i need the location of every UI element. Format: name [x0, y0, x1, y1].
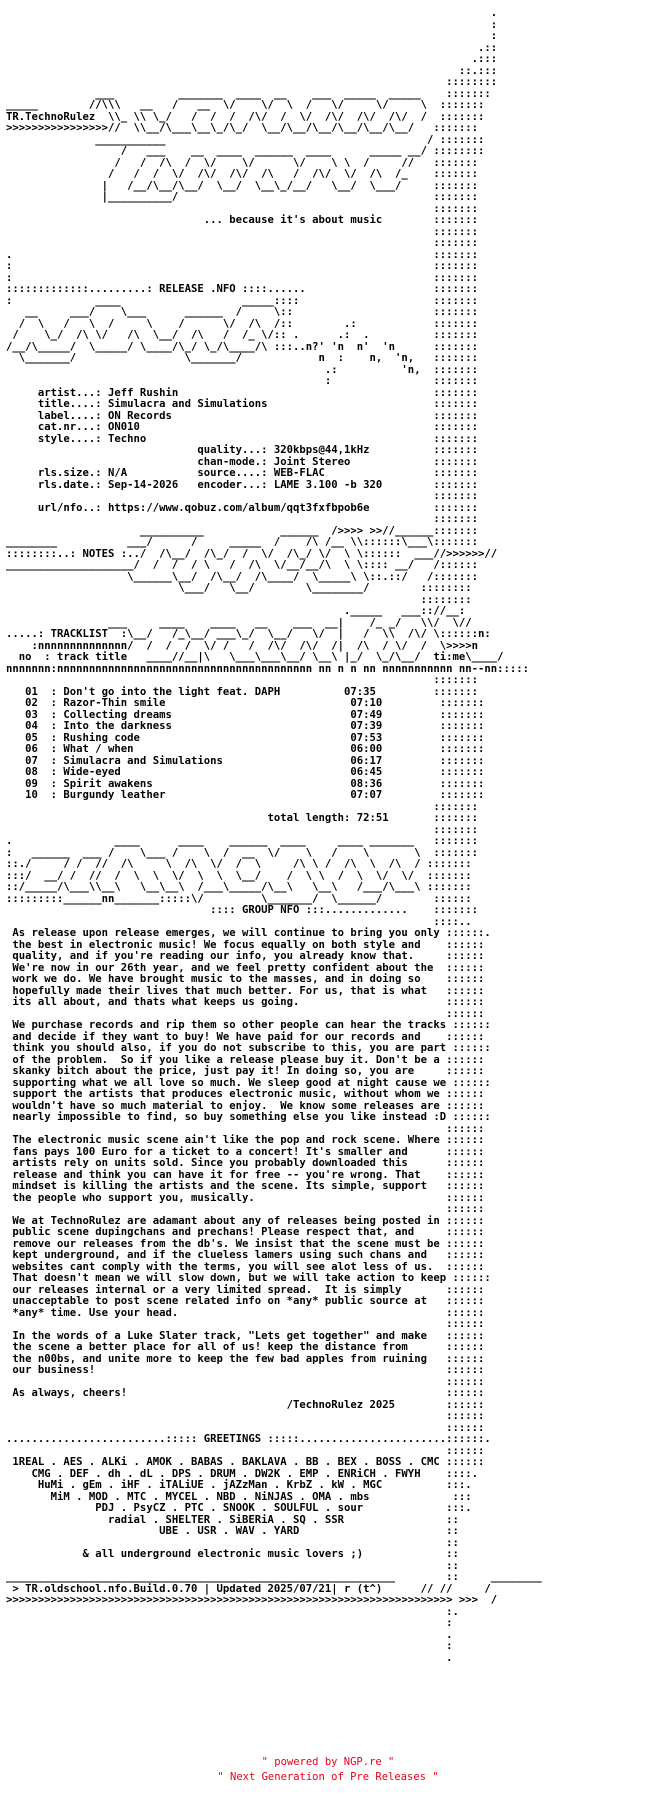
nfo-text: . : : .:: .::: ::.::: :::::::: ___ _______ ____ __ ___ _____ _____ ::::::: _____ //\\\ __ / __ \/ \/ \ / \/ \/ \ ::::::: TR.TechnoRulez \\_ \\ \_/ / / / /\/ / \/ /\/ /\/ /\/ / ::::::: >>>>>>>>>>>>>>>>// \\__/\___\__\_/\_/ \__/\__/\__/\__/\__/\__/ ::::::: ___________ / ::::::: / ___ __ ____ ______ ____ _____ __/ :::::::: / / /\ / \/ \/ \/ \ \ / // ::::::: / / / \/ /\/ /\/ /\ / /\/ \/ /\ /_ ::::::: | /__/\__/\__/ \__/ \__\_/__/ \__/ \___/ ::::::: |__________/ ::::::: ::::::: ... because it's about music ::::::: ::::::: ::::::: . ::::::: : ::::::: : ::::::: :::::::::::::.........: RELEASE .NFO ::::...... ::::::: : ____ _____:::: ::::::: __ ___/ \___ ______ / \:: ::::::: / \ / \ / \ / \/ /\ /:: .: ::::::: / \_/ /\ \/ /\ \__/ /\ / /_ \/:: . .: . ::::::: /__/\_____/ \_____/ \____/\_/ \_/\____/\ :::..n?' 'n n' 'n ::::::: \_______/ \_______/ n : n, 'n, ::::::: .: 'n, ::::::: : ::::::: artist...: Jeff Rushin ::::::: title....: Simulacra and Simulations ::::::: label....: ON Records ::::::: cat.nr...: ON010 ::::::: style....: Techno ::::::: quality...: 320kbps@44,1kHz ::::::: chan-mode.: Joint Stereo ::::::: rls.size.: N/A source....: WEB-FLAC ::::::: rls.date.: Sep-14-2026 encoder...: LAME 3.100 -b 320 ::::::: ::::::: url/nfo..: https://www.qobuz.com/album/qqt3fxfbpob6e ::::::: ::::::: __________ ______ />>>> >>//______::::::: ________ ___/ / _____ / /\ /__ \\::::::\___\::::::: ::::::::..: NOTES :../ /\__/ /\_/ / \/ /\_/ \/ \ \:::::: ___//>>>>>>// ____________________/ / / / \ / /\ \/__/__/\ \ \:::: __/ /:::::: \______\__/ /\__/ /\____/ \_____\ \::.::/ /::::::: \___/ \__/ \________/ :::::::: :::::::: ._____ ___:://__: ___ ____ ____ __ ___ __| /_ _/ \\/ \// .....: TRACKLIST :\__/ /_\__/ ___\_/ \__/ \/ | / \\ /\/ \::::::n: :nnnnnnnnnnnnnn/ / / / \/ / / /\/ /\/ /| /\ / \/ / \>>>>n no : track title ____//__|\ \___\___\__/ \__\ |_/ \_/\__/ ti:me\____/ nnnnnnn:nnnnnnnnnnnnnnnnnnnnnnnnnnnnnnnnnnnnnnnn nn n n nn nnnnnnnnnnn nn--nn::::: ::::::: 01 : Don't go into the light feat. DAPH 07:35 ::::::: 02 : Razor-Thin smile 07:10 ::::::: 03 : Collecting dreams 07:49 ::::::: 04 : Into the darkness 07:39 ::::::: 05 : Rushing code 07:53 ::::::: 06 : What / when 06:00 ::::::: 07 : Simulacra and Simulations 06:17 ::::::: 08 : Wide-eyed 06:45 ::::::: 09 : Spirit awakens 08:36 ::::::: 10 : Burgundy leather 07:07 ::::::: ::::::: total length: 72:51 ::::::: ::::::: . ____ ____ ______ ____ ____ _______ ::::::: : ______ ___ / \___ / \ / __ \/ \ / \ \ ::::::: ::./ / / // /\ \ /\ \/ / \ /\ \ / /\ \ /\ / ::::::: :::/ __/ / // / \ \ \/ \ \ \__/ / \ \ / \ \/ \/ ::::::: ::/_____/\___\\__\ \__\__\ /___\_____/\__\ \__\ /___/\___\ ::::::: :::::::::______nn_______:::::\/ \_______/ \______/ :::::: :::: GROUP NFO :::............. ::::::: ::::.. As release upon release emerges, we will continue to bring you only ::::::. the best in electronic music! We focus equally on both style and :::::: quality, and if you're reading our info, you already know that. :::::: We're now in our 26th year, and we feel pretty confident about the :::::: work we do. We have brought music to the masses, and in doing so :::::: hopefully made their lives that much better. For us, that is what :::::: its all about, and thats what keeps us going. :::::: :::::: We purchase records and rip them so other people can hear the tracks :::::: and decide if they want to buy! We have paid for our records and :::::: think you should also, if you do not subscribe to this, you are part :::::: of the problem. So if you like a release please buy it. Don't be a :::::: skanky bitch about the price, just pay it! In doing so, you are :::::: supporting what we all love so much. We sleep good at night cause we :::::: support the artists that produces electronic music, without whom we :::::: wouldn't have so much material to enjoy. We know some releases are :::::: nearly impossible to find, so buy something else you like instead :D :::::: :::::: The electronic music scene ain't like the pop and rock scene. Where :::::: fans pays 100 Euro for a ticket to a concert! It's smaller and :::::: artists rely on units sold. Since you probably downloaded this :::::: release and think you can have it for free -- you're wrong. That :::::: mindset is killing the artists and the scene. Its simple, support :::::: the people who support you, musically. :::::: :::::: We at TechnoRulez are adamant about any of releases being posted in :::::: public scene dupingchans and prechans! Please respect that, and :::::: remove our releases from the db's. We insist that the scene must be :::::: kept underground, and if the clueless lamers using such chans and :::::: websites cant comply with the terms, you will see alot less of us. :::::: That doesn't mean we will slow down, but we will take action to keep :::::: our releases internal or a very limited spread. It is simply :::::: unacceptable to post scene related info on *any* public source at :::::: *any* time. Use your head. :::::: :::::: In the words of a Luke Slater track, "Lets get together" and make :::::: the scene a better place for all of us! keep the distance from :::::: the n00bs, and unite more to keep the few bad apples from ruining :::::: our business! :::::: :::::: As always, cheers! :::::: /TechnoRulez 2025 :::::: :::::: :::::: .........................::::: GREETINGS :::::.......................::::::. :::::: 1REAL . AES . ALKi . AMOK . BABAS . BAKLAVA . BB . BEX . BOSS . CMC :::::: CMG . DEF . dh . dL . DPS . DRUM . DW2K . EMP . ENRiCH . FWYH ::::. HuMi . gEm . iHF . iTALiUE . jAZzMan . KrbZ . kW . MGC :::. MiM . MOD . MTC . MYCEL . NBD . NiNJAS . OMA . mbs ::: PDJ . PsyCZ . PTC . SNOOK . SOULFUL . sour :::. radial . SHELTER . SiBERiA . SQ . SSR :: UBE . USR . WAV . YARD :: :: & all underground electronic music lovers ;) :: :: _____________________________________________________________ :: ________ > TR.oldschool.nfo.Build.0.70 | Updated 2025/07/21| r (t^) // // / >>>>>>>>>>>>>>>>>>>>>>>>>>>>>>>>>>>>>>>>>>>>>>>>>>>>>>>>>>>>>>>>>>>>>> >>> / :. : . : . — [6, 7, 542, 1664]
footer-tagline: " Next Generation of Pre Releases " — [217, 1771, 439, 1783]
footer-powered-by: " powered by NGP.re " — [261, 1756, 395, 1768]
